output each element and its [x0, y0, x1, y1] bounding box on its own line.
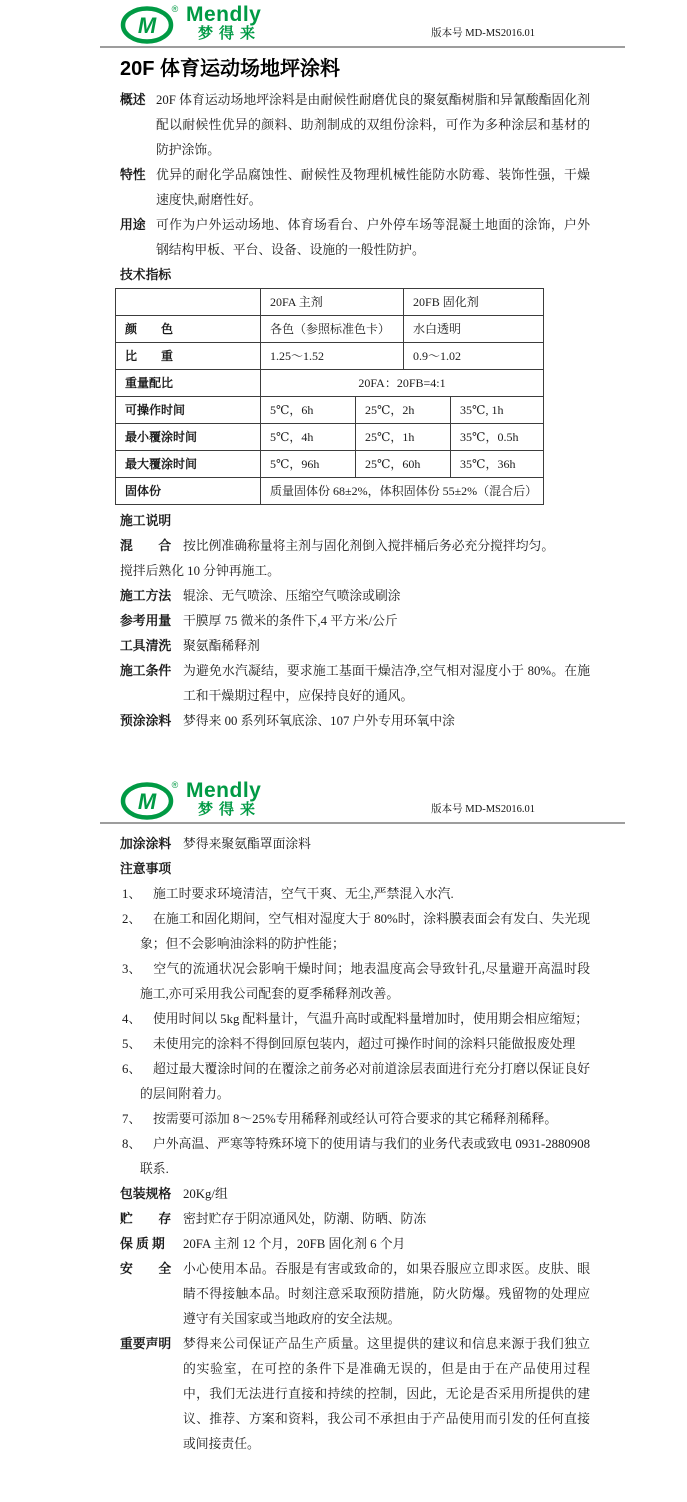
- note-item-3: [120, 957, 590, 1007]
- table-cell: 25℃，2h: [356, 397, 451, 424]
- section-dosage: [120, 609, 590, 634]
- page-header: [120, 776, 590, 824]
- brand-name-cn: 梦得来: [198, 801, 262, 818]
- brand-name-en: Mendly: [186, 779, 262, 802]
- tech-specs-table: [115, 288, 544, 505]
- note-item-7: [120, 1107, 590, 1132]
- table-row-pot-life: [116, 397, 544, 424]
- table-cell: 5℃，4h: [261, 424, 356, 451]
- section-method: [120, 584, 590, 609]
- section-text: 干膜厚 75 微米的条件下,4 平方米/公斤: [183, 614, 398, 628]
- header-rule: [100, 46, 625, 48]
- table-cell: 最大覆涂时间: [116, 451, 261, 478]
- table-cell: 可操作时间: [116, 397, 261, 424]
- section-text: 小心使用本品。吞服是有害或致命的，如果吞服应立即求医。皮肤、眼睛不得接触本品。时刻注意采取预防措施，防火防爆。残留物的处理应遵守有关国家或当地政府的安全法规。: [183, 1262, 590, 1326]
- note-text: 未使用完的涂料不得倒回原包装内，超过可操作时间的涂料只能做报废处理: [153, 1037, 576, 1051]
- section-label: 参考用量: [120, 614, 172, 628]
- section-features: [120, 163, 590, 213]
- mendly-oval-icon: [120, 780, 182, 820]
- table-row-header: [116, 289, 544, 316]
- header-rule: [100, 822, 625, 824]
- note-item-8: [120, 1132, 590, 1182]
- note-text: 在施工和固化期间，空气相对湿度大于 80%时，涂料膜表面会有发白、失光现象；但不会影响油涂料的防护性能；: [140, 912, 590, 951]
- section-cleaning: [120, 634, 590, 659]
- note-text: 施工时要求环境清洁，空气干爽、无尘,严禁混入水汽.: [153, 887, 454, 901]
- note-number: 7、: [122, 1112, 142, 1126]
- table-row-ratio: [116, 370, 544, 397]
- table-cell: 比 重: [116, 343, 261, 370]
- section-topcoat: [120, 832, 590, 857]
- note-item-2: [120, 907, 590, 957]
- note-number: 6、: [122, 1062, 142, 1076]
- registered-mark-icon: ®: [171, 780, 179, 790]
- table-row-min-recoat: [116, 424, 544, 451]
- table-cell: 35℃, 1h: [451, 397, 544, 424]
- section-shelf-life: [120, 1232, 590, 1257]
- section-text: 按比例准确称量将主剂与固化剂倒入搅拌桶后务必充分搅拌均匀。: [183, 539, 555, 553]
- table-row-max-recoat: [116, 451, 544, 478]
- section-label: 施工方法: [120, 589, 172, 603]
- table-cell: 20FB 固化剂: [404, 289, 544, 316]
- table-cell: 颜 色: [116, 316, 261, 343]
- note-number: 2、: [122, 912, 142, 926]
- note-text: 户外高温、严寒等特殊环境下的使用请与我们的业务代表或致电 0931-2880908 联系.: [140, 1137, 590, 1176]
- table-cell: 25℃，1h: [356, 424, 451, 451]
- section-label: 特性: [120, 168, 146, 182]
- section-label: 用途: [120, 218, 146, 232]
- note-item-4: [120, 1007, 590, 1032]
- section-text: 20FA 主剂 12 个月，20FB 固化剂 6 个月: [183, 1237, 406, 1251]
- section-precoat: [120, 709, 590, 734]
- note-item-5: [120, 1032, 590, 1057]
- table-cell: 20FA：20FB=4:1: [261, 370, 544, 397]
- mixing-note: 搅拌后熟化 10 分钟再施工。: [120, 564, 280, 578]
- section-text: 20Kg/组: [183, 1187, 228, 1201]
- section-label: 贮 存: [120, 1212, 172, 1226]
- table-cell: 20FA 主剂: [261, 289, 404, 316]
- section-text: 辊涂、无气喷涂、压缩空气喷涂或刷涂: [183, 589, 401, 603]
- table-cell: 重量配比: [116, 370, 261, 397]
- table-cell: 各色（参照标准色卡）: [261, 316, 404, 343]
- table-cell: [116, 289, 261, 316]
- section-text: 为避免水汽凝结，要求施工基面干燥洁净,空气相对湿度小于 80%。在施工和干燥期过程中，应保持良好的通风。: [183, 664, 590, 703]
- section-label: 预涂涂料: [120, 714, 172, 728]
- monogram-m: M: [137, 789, 157, 814]
- section-mixing: [120, 534, 590, 559]
- brand-text: [186, 780, 261, 818]
- section-text: 梦得来 00 系列环氧底涂、107 户外专用环氧中涂: [183, 714, 455, 728]
- section-label: 保 质 期: [120, 1237, 165, 1251]
- section-text: 可作为户外运动场地、体育场看台、户外停车场等混凝土地面的涂饰，户外钢结构甲板、平台、设备、设施的一般性防护。: [156, 218, 590, 257]
- table-cell: 1.25～1.52: [261, 343, 404, 370]
- section-text: 优异的耐化学品腐蚀性、耐候性及物理机械性能防水防霉、装饰性强，干燥速度快,耐磨性好。: [156, 168, 590, 207]
- version-label: 版本号 MD-MS2016.01: [431, 804, 535, 815]
- section-usage: [120, 213, 590, 263]
- table-cell: 5℃，6h: [261, 397, 356, 424]
- page-header: [120, 0, 590, 48]
- section-packing: [120, 1182, 590, 1207]
- section-text: 梦得来聚氨酯罩面涂料: [183, 837, 311, 851]
- section-label: 加涂涂料: [120, 837, 172, 851]
- datasheet-page-2: [0, 776, 687, 1457]
- table-row-solids: [116, 478, 544, 505]
- table-cell: 水白透明: [404, 316, 544, 343]
- brand-name-cn: 梦得来: [198, 25, 262, 42]
- note-text: 使用时间以 5kg 配料量计，气温升高时或配料量增加时，使用期会相应缩短；: [153, 1012, 589, 1026]
- section-overview: [120, 88, 590, 163]
- table-cell: 固体份: [116, 478, 261, 505]
- note-number: 4、: [122, 1012, 142, 1026]
- notes-heading: 注意事项: [120, 862, 172, 876]
- table-cell: 0.9～1.02: [404, 343, 544, 370]
- monogram-m: M: [137, 13, 157, 38]
- table-cell: 35℃，36h: [451, 451, 544, 478]
- section-label: 安 全: [120, 1262, 172, 1276]
- section-text: 密封贮存于阴凉通风处，防潮、防晒、防冻: [183, 1212, 427, 1226]
- section-text: 20F 体育运动场地坪涂料是由耐候性耐磨优良的聚氨酯树脂和异氰酸酯固化剂配以耐候性优异的颜料、助剂制成的双组份涂料，可作为多种涂层和基材的防护涂饰。: [156, 93, 590, 157]
- section-label: 概述: [120, 93, 146, 107]
- note-number: 1、: [122, 887, 142, 901]
- section-label: 包装规格: [120, 1187, 172, 1201]
- section-conditions: [120, 659, 590, 709]
- table-cell: 质量固体份 68±2%，体积固体份 55±2%（混合后）: [261, 478, 544, 505]
- section-safety: [120, 1257, 590, 1332]
- table-cell: 25℃，60h: [356, 451, 451, 478]
- note-text: 空气的流通状况会影响干燥时间；地表温度高会导致针孔,尽量避开高温时段施工,亦可采用我公司配套的夏季稀释剂改善。: [140, 962, 590, 1001]
- section-label: 施工条件: [120, 664, 172, 678]
- registered-mark-icon: ®: [171, 4, 179, 14]
- note-number: 3、: [122, 962, 142, 976]
- version-label: 版本号 MD-MS2016.01: [431, 28, 535, 39]
- mendly-oval-icon: [120, 4, 182, 44]
- table-row-color: [116, 316, 544, 343]
- note-text: 超过最大覆涂时间的在覆涂之前务必对前道涂层表面进行充分打磨以保证良好的层间附着力。: [140, 1062, 590, 1101]
- tech-specs-heading: 技术指标: [120, 268, 172, 282]
- note-number: 8、: [122, 1137, 142, 1151]
- note-text: 按需要可添加 8～25%专用稀释剂或经认可符合要求的其它稀释剂稀释。: [153, 1112, 558, 1126]
- note-number: 5、: [122, 1037, 142, 1051]
- section-statement: [120, 1332, 590, 1457]
- section-text: 梦得来公司保证产品生产质量。这里提供的建议和信息来源于我们独立的实验室，在可控的条件下是准确无误的，但是由于在产品使用过程中，我们无法进行直接和持续的控制，因此，无论是否采用所提供的建议、推荐、方案和资料，我公司不承担由于产品使用而引发的任何直接或间接责任。: [183, 1337, 590, 1451]
- table-cell: 5℃，96h: [261, 451, 356, 478]
- table-cell: 35℃，0.5h: [451, 424, 544, 451]
- table-cell: 最小覆涂时间: [116, 424, 261, 451]
- note-item-1: [120, 882, 590, 907]
- note-item-6: [120, 1057, 590, 1107]
- section-text: 聚氨酯稀释剂: [183, 639, 260, 653]
- section-label: 混 合: [120, 539, 172, 553]
- table-row-gravity: [116, 343, 544, 370]
- brand-text: [186, 4, 261, 42]
- section-storage: [120, 1207, 590, 1232]
- datasheet-page-1: [0, 0, 687, 734]
- section-label: 工具清洗: [120, 639, 172, 653]
- section-label: 重要声明: [120, 1337, 172, 1351]
- page-title: 20F 体育运动场地坪涂料: [120, 58, 341, 80]
- construction-heading: 施工说明: [120, 514, 172, 528]
- brand-name-en: Mendly: [186, 3, 262, 26]
